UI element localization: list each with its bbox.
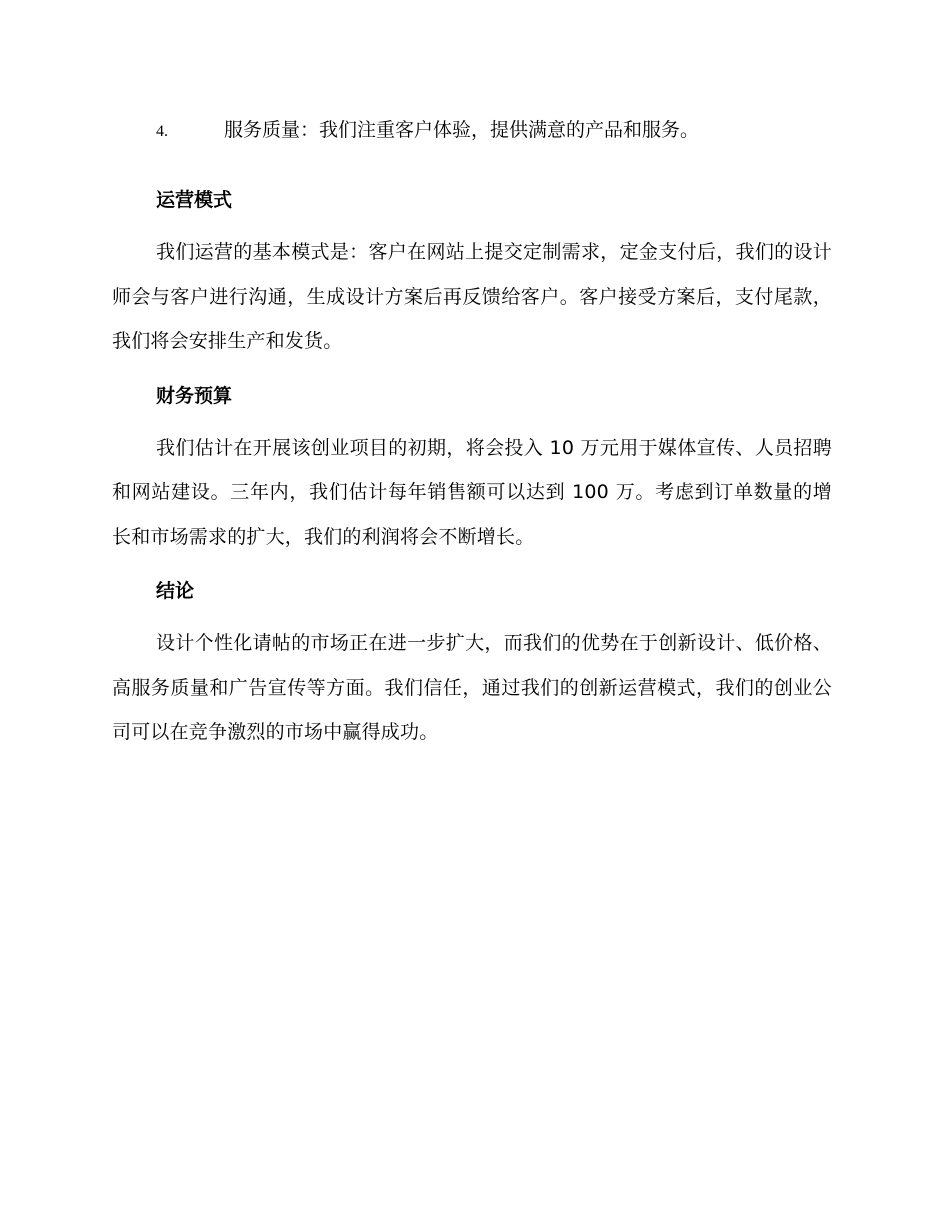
section-body-budget: 我们估计在开展该创业项目的初期，将会投入 10 万元用于媒体宣传、人员招聘和网站建设。三年内，我们估计每年销售额可以达到 100 万。考虑到订单数量的增长和市场需求的扩大，我们的利润将会不断增长。: [112, 436, 832, 548]
section-body-operations: 我们运营的基本模式是：客户在网站上提交定制需求，定金支付后，我们的设计师会与客户进行沟通，生成设计方案后再反馈给客户。客户接受方案后，支付尾款，我们将会安排生产和发货。: [112, 241, 832, 352]
list-item-service-quality: [112, 108, 832, 154]
section-heading-budget: 财务预算: [156, 384, 233, 407]
list-item-text: 服务质量：我们注重客户体验，提供满意的产品和服务。: [224, 119, 700, 141]
section-body-conclusion: 设计个性化请帖的市场正在进一步扩大，而我们的优势在于创新设计、低价格、高服务质量和广告宣传等方面。我们信任，通过我们的创新运营模式，我们的创业公司可以在竞争激烈的市场中赢得成功。: [112, 632, 832, 743]
list-item-number: 4.: [156, 123, 168, 140]
section-heading-operations: 运营模式: [156, 189, 233, 211]
section-heading-conclusion: 结论: [156, 580, 195, 602]
document-content: [112, 108, 832, 765]
